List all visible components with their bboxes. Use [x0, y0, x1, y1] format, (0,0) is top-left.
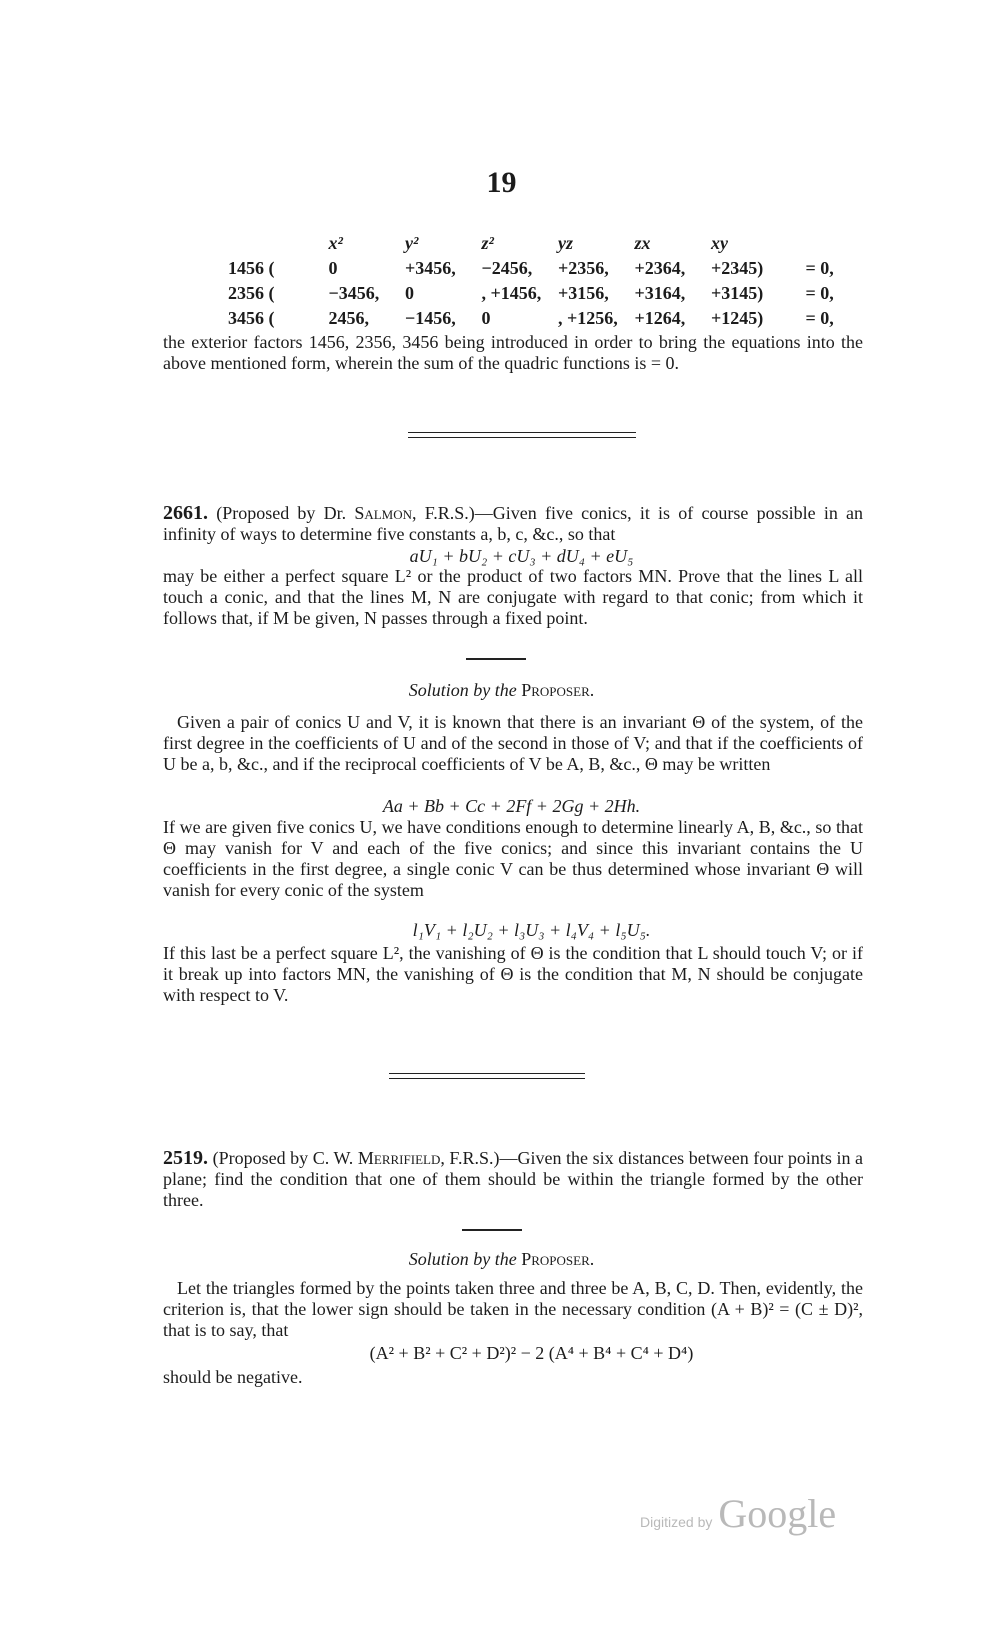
solution-paragraph: Let the triangles formed by the points taken three and three be A, B, C, D. Then, evidently, the criterion is, that the lower sign should be taken in the necessary condition (A + B)² = (C ± D)², that is to say, that [163, 1278, 863, 1340]
section-divider [408, 432, 636, 438]
matrix-row [228, 283, 834, 308]
matrix-header-cell: x² [328, 233, 343, 253]
matrix-row [228, 308, 834, 333]
matrix-cell: −1456, [405, 308, 456, 328]
matrix-cell: 0 [405, 283, 414, 303]
determinant-matrix [228, 233, 834, 333]
matrix-cell: , +1456, [481, 283, 542, 303]
solution-heading: Solution by the Proposer. [408, 1249, 595, 1269]
solution-paragraph: Given a pair of conics U and V, it is known that there is an invariant Θ of the system, of the first degree in the coefficients of U and of the second in those of V; and that if the coefficients of U be a, b, &c., and if the reciprocal coefficients of V be A, B, &c., Θ may be written [163, 712, 863, 774]
matrix-cell: +3164, [634, 283, 686, 303]
matrix-header-cell: z² [481, 233, 494, 253]
matrix-result: = 0, [805, 258, 834, 278]
proposer-name: Salmon [354, 503, 412, 523]
formula: aU₁ + bU₂ + cU₃ + dU₄ + eU₅ [409, 546, 634, 566]
problem-2519-statement: 2519. (Proposed by C. W. Merrifield, F.R.S.)—Given the six distances between four points in a plane; find the condition that one of them should be within the triangle formed by the other three. [163, 1147, 864, 1210]
matrix-result: = 0, [805, 283, 834, 303]
matrix-row [228, 258, 834, 283]
matrix-factor: 3456 ( [228, 308, 275, 328]
short-rule [462, 1229, 522, 1231]
matrix-cell: +3156, [558, 283, 609, 303]
matrix-cell: 0 [328, 258, 338, 278]
problem-2661-statement-cont: may be either a perfect square L² or the product of two factors MN. Prove that the lines L all touch a conic, and that the lines M, N are conjugate with regard to that conic; from which it follows that, if M be given, N passes through a fixed point. [163, 566, 863, 628]
matrix-header-cell: y² [405, 233, 419, 253]
solution-paragraph: If this last be a perfect square L², the vanishing of Θ is the condition that L should touch V; or if it break up into factors MN, the vanishing of Θ is the condition that M, N should be conjugate with respect to V. [163, 943, 863, 1005]
matrix-header-cell: yz [558, 233, 573, 253]
formula: l₁V₁ + l₂U₂ + l₃U₃ + l₄V₄ + l₅U₅. [412, 920, 651, 940]
problem-number: 2519. [163, 1147, 208, 1169]
matrix-factor: 1456 ( [228, 258, 275, 278]
matrix-cell: +2356, [558, 258, 609, 278]
solution-conclusion: should be negative. [163, 1367, 303, 1387]
short-rule [466, 658, 526, 660]
digitized-by-google-watermark: Digitized by Google [640, 1491, 837, 1536]
problem-number: 2661. [163, 502, 208, 524]
formula: (A² + B² + C² + D²)² − 2 (A⁴ + B⁴ + C⁴ + D⁴) [369, 1343, 694, 1363]
matrix-cell: +3145) [711, 283, 764, 303]
matrix-cell: +2345) [711, 258, 764, 278]
matrix-cell: 2456, [328, 308, 369, 328]
formula: Aa + Bb + Cc + 2Ff + 2Gg + 2Hh. [382, 796, 641, 816]
matrix-note: the exterior factors 1456, 2356, 3456 being introduced in order to bring the equations into the above mentioned form, wherein the sum of the quadric functions is = 0. [163, 332, 863, 373]
matrix-cell: 0 [481, 308, 491, 328]
matrix-cell: −2456, [481, 258, 533, 278]
matrix-factor: 2356 ( [228, 283, 275, 303]
proposer-name: Merrifield [357, 1148, 441, 1168]
matrix-cell: , +1256, [558, 308, 618, 328]
matrix-header-cell: zx [634, 233, 651, 253]
matrix-result: = 0, [805, 308, 834, 328]
section-divider [389, 1073, 585, 1079]
problem-2661-statement: 2661. (Proposed by Dr. Salmon, F.R.S.)—Given five conics, it is of course possible in an infinity of ways to determine five constants a, b, c, &c., so that [163, 502, 864, 544]
matrix-cell: +1264, [634, 308, 686, 328]
page-number: 19 [486, 166, 517, 199]
solution-heading: Solution by the Proposer. [408, 680, 595, 700]
matrix-cell: −3456, [328, 283, 380, 303]
matrix-cell: +2364, [634, 258, 686, 278]
matrix-header-row [228, 233, 828, 258]
matrix-cell: +1245) [711, 308, 764, 328]
solution-paragraph: If we are given five conics U, we have conditions enough to determine linearly A, B, &c., so that Θ may vanish for V and each of the five conics; and since this invariant contains the U coefficients in the first degree, a single conic V can be thus determined whose invariant Θ will vanish for every conic of the system [163, 817, 863, 900]
matrix-cell: +3456, [405, 258, 456, 278]
matrix-header-cell: xy [711, 233, 728, 253]
